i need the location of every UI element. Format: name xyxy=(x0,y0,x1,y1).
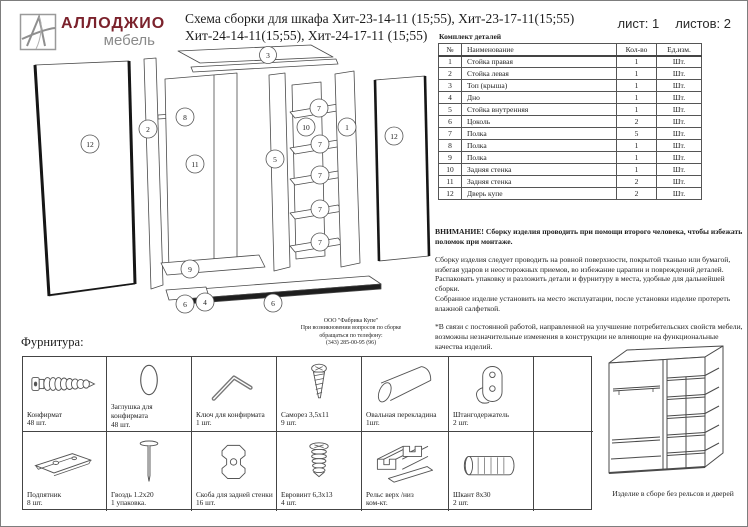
part-callout-7 xyxy=(311,135,329,153)
assembled-view-caption: Изделие в сборе без рельсов и дверей xyxy=(612,489,734,498)
svg-text:7: 7 xyxy=(318,205,322,214)
assembly-instruction-1: Сборку изделия следует проводить на ровной поверхности, покрытой тканью или бумагой, избегая ударов и неосторожных приемов, во избежание царапин и повреждений деталей. xyxy=(435,254,731,274)
sheet-number: лист: 1 xyxy=(617,16,660,31)
hardware-item xyxy=(277,432,362,511)
hardware-item-qty: 4 шт. xyxy=(281,498,297,508)
table-row: 3 Топ (крыша) 1 Шт. xyxy=(439,80,702,92)
hardware-item-name: Овальная перекладина xyxy=(366,409,437,419)
part-callout-10 xyxy=(297,118,315,136)
hardware-item xyxy=(362,432,449,511)
part-left-door xyxy=(35,61,135,296)
euro-screw-icon xyxy=(277,432,361,491)
svg-text:4: 4 xyxy=(203,298,207,307)
hardware-item-name: Заглушка для конфирмата xyxy=(111,402,153,420)
hardware-item-qty: 2 шт. xyxy=(453,418,469,428)
hardware-item-qty: 16 шт. xyxy=(196,498,216,508)
hardware-heading: Фурнитура: xyxy=(21,335,84,349)
svg-text:10: 10 xyxy=(302,123,310,132)
table-row: 10 Задняя стенка 1 Шт. xyxy=(439,164,702,176)
part-callout-7 xyxy=(311,166,329,184)
assembled-wardrobe-drawing xyxy=(599,337,747,487)
part-callout-2 xyxy=(139,120,157,138)
table-header-row xyxy=(439,44,702,56)
factory-contact-note xyxy=(269,318,433,348)
hardware-item-name: Конфирмат xyxy=(27,409,63,419)
hardware-table xyxy=(22,356,592,510)
screw-icon xyxy=(277,357,361,411)
hardware-item xyxy=(107,432,192,511)
glide-plate-icon xyxy=(23,432,106,491)
factory-note-line: При возникновении вопросов по сборке xyxy=(300,325,402,332)
table-row: 6 Цоколь 2 Шт. xyxy=(439,116,702,128)
part-callout-8 xyxy=(176,108,194,126)
table-row: 11 Задняя стенка 2 Шт. xyxy=(439,176,702,188)
hardware-empty-cell xyxy=(534,357,593,432)
hardware-item-qty: 9 шт. xyxy=(281,418,297,428)
hardware-item-name: Шкант 8х30 xyxy=(453,489,491,499)
table-row: 7 Полка 5 Шт. xyxy=(439,128,702,140)
hardware-item xyxy=(449,357,534,432)
svg-text:7: 7 xyxy=(318,171,322,180)
svg-text:6: 6 xyxy=(183,300,187,309)
page-title-line1: Схема сборки для шкафа Хит-23-14-11 (15;55), Хит-23-17-11(15;55) xyxy=(185,11,575,26)
svg-text:12: 12 xyxy=(86,140,94,149)
hex-key-icon xyxy=(192,357,276,411)
hardware-item xyxy=(107,357,192,432)
factory-note-line: обращаться по телефону: xyxy=(319,332,383,339)
hardware-item-name: Скоба для задней стенки xyxy=(196,489,273,499)
sheet-info xyxy=(617,16,731,31)
sheets-total: листов: 2 xyxy=(675,16,731,31)
page-title xyxy=(185,11,585,45)
table-row: 2 Стойка левая 1 Шт. xyxy=(439,68,702,80)
table-row: 1 Стойка правая 1 Шт. xyxy=(439,56,702,68)
hardware-item-qty: 1 шт. xyxy=(196,418,212,428)
cap-icon xyxy=(107,357,191,403)
assembly-notices xyxy=(435,227,747,351)
hardware-item-name: Рельс верх /низ xyxy=(366,489,414,499)
svg-text:7: 7 xyxy=(318,140,322,149)
confirmat-screw-icon xyxy=(23,357,106,411)
assembly-instruction-3: Собранное изделие установить на место эксплуатации, после установки изделие протереть влажной салфеткой. xyxy=(435,294,731,314)
svg-text:2: 2 xyxy=(146,125,150,134)
part-right-post xyxy=(335,71,360,267)
svg-text:3: 3 xyxy=(266,51,270,60)
brand-sub: мебель xyxy=(103,32,155,49)
table-row: 4 Дно 1 Шт. xyxy=(439,92,702,104)
page-title-line2: Хит-24-14-11(15;55), Хит-24-17-11 (15;55) xyxy=(185,27,428,43)
part-left-post xyxy=(144,58,163,289)
part-callout-5 xyxy=(266,150,284,168)
warning-text: ВНИМАНИЕ! Сборку изделия проводить при помощи второго человека, чтобы избежать поломок при монтаже. xyxy=(435,227,743,246)
svg-text:11: 11 xyxy=(191,160,199,169)
part-callout-7 xyxy=(311,200,329,218)
part-inner-post xyxy=(269,73,290,271)
hardware-item-name: Саморез 3,5х11 xyxy=(281,409,329,419)
table-row: 5 Стойка внутренняя 1 Шт. xyxy=(439,104,702,116)
col-name: Наименование xyxy=(462,44,617,56)
part-callout-6 xyxy=(176,295,194,313)
part-callout-3 xyxy=(260,47,277,64)
hardware-empty-cell xyxy=(534,432,593,511)
part-right-door xyxy=(375,76,429,261)
svg-text:7: 7 xyxy=(317,104,321,113)
part-callout-9 xyxy=(181,260,199,278)
hardware-item-name: Штангодержатель xyxy=(453,409,510,419)
brand-name: АЛЛОДЖИО xyxy=(61,15,166,32)
assembly-instruction-2: Распаковать упаковку и разложить детали и фурнитуру в места, удобные для дальнейшей сборки. xyxy=(435,274,725,294)
part-callout-11 xyxy=(186,155,204,173)
wardrobe-front xyxy=(609,357,705,473)
part-callout-7 xyxy=(311,233,329,251)
hardware-item-qty: 1шт. xyxy=(366,418,380,428)
part-callout-12 xyxy=(385,127,403,145)
parts-table-caption: Комплект деталей xyxy=(439,32,502,41)
hardware-item-qty: 48 шт. xyxy=(111,419,131,429)
rail-icon xyxy=(362,432,448,491)
table-row: 8 Полка 1 Шт. xyxy=(439,140,702,152)
part-callout-1 xyxy=(338,118,356,136)
col-unit: Ед.изм. xyxy=(657,44,702,56)
svg-text:9: 9 xyxy=(188,265,192,274)
nail-icon xyxy=(107,432,191,491)
hardware-item xyxy=(192,432,277,511)
hardware-item-qty: 2 шт. xyxy=(453,498,469,508)
svg-text:7: 7 xyxy=(318,238,322,247)
hardware-item xyxy=(449,432,534,511)
hardware-item xyxy=(192,357,277,432)
svg-text:1: 1 xyxy=(345,123,349,132)
exploded-assembly-diagram xyxy=(23,41,433,341)
svg-text:12: 12 xyxy=(390,132,398,141)
part-callout-12 xyxy=(81,135,99,153)
hardware-item xyxy=(362,357,449,432)
hardware-item xyxy=(277,357,362,432)
hardware-item-name: Ключ для конфирмата xyxy=(196,409,265,419)
hardware-item-qty: 8 шт. xyxy=(27,498,43,508)
hardware-item-name: Подпятник xyxy=(27,489,62,499)
factory-phone: (343) 285-00-95 (96) xyxy=(325,340,377,347)
part-callout-4 xyxy=(196,293,214,311)
back-wall-bracket-icon xyxy=(192,432,276,491)
col-qty: Кол-во xyxy=(617,44,657,56)
col-num: № xyxy=(439,44,462,56)
svg-text:8: 8 xyxy=(183,113,187,122)
hardware-item-qty: 1 упаковка. xyxy=(111,498,147,508)
dowel-icon xyxy=(449,432,533,491)
hardware-item-name: Гвоздь 1.2х20 xyxy=(111,489,154,499)
oval-rod-icon xyxy=(362,357,448,411)
hardware-item-name: Евровинт 6,3х13 xyxy=(281,489,333,499)
hardware-item xyxy=(23,432,107,511)
disclaimer-text: *В связи с постоянной работой, направленной на улучшение потребительских свойств мебели, возможны незначительные изменения в конструкции не влияющие на функциональные качества изделий. xyxy=(435,321,743,351)
svg-text:6: 6 xyxy=(271,299,275,308)
rod-holder-icon xyxy=(449,357,533,411)
hardware-item xyxy=(23,357,107,432)
table-row: 12 Дверь купе 2 Шт. xyxy=(439,188,702,200)
hardware-item-qty: 48 шт. xyxy=(27,418,47,428)
part-callout-6 xyxy=(264,294,282,312)
svg-text:5: 5 xyxy=(273,155,277,164)
factory-name: ООО "Фабрика Купе" xyxy=(323,318,379,324)
parts-table xyxy=(438,43,702,200)
table-row: 9 Полка 1 Шт. xyxy=(439,152,702,164)
part-back-panel-wide xyxy=(165,73,237,273)
part-callout-7 xyxy=(310,99,328,117)
hardware-item-qty: ком-кт. xyxy=(366,498,388,508)
